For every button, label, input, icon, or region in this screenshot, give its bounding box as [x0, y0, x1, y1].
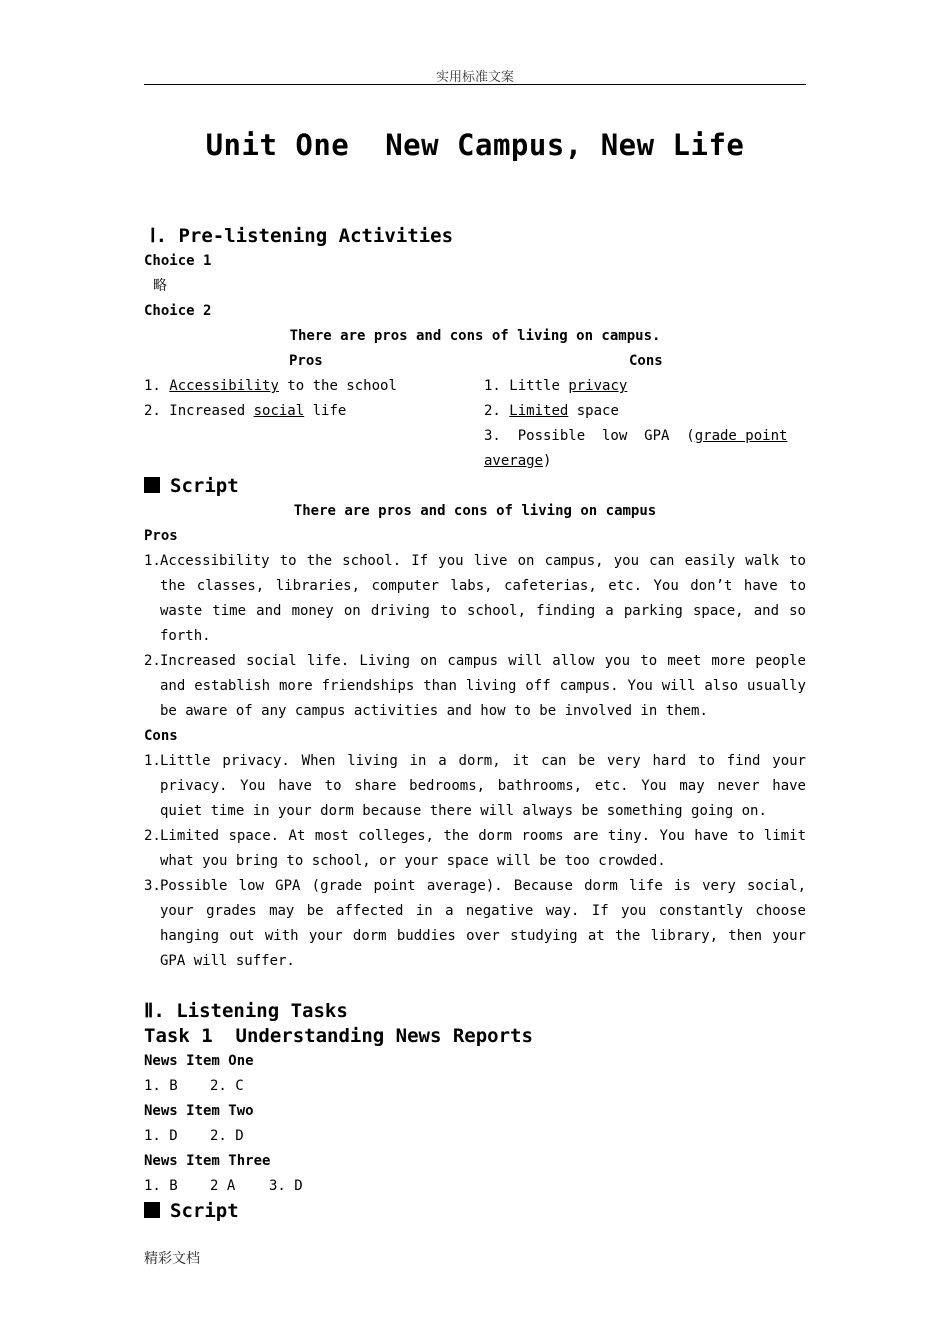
news-item-label: News Item One	[144, 1053, 254, 1069]
task-1-heading: Task 1 Understanding News Reports	[144, 1025, 533, 1047]
answer: 3. D	[269, 1178, 303, 1194]
list-number: 2.	[144, 653, 161, 669]
section-spacer	[144, 974, 806, 999]
cons-item-underlined: average	[484, 453, 544, 469]
list-text: Little privacy. When living in a dorm, it can be very hard to find your privacy. You have to share bedrooms, bathrooms, etc. You may never have quiet time in your dorm because there will always be something going on.	[160, 753, 806, 819]
choice-1-label: Choice 1	[144, 253, 212, 269]
script-cons-item	[144, 749, 806, 824]
pros-header: Pros	[289, 353, 323, 369]
pros-item	[144, 399, 484, 424]
cons-item-3-line-1	[484, 424, 806, 449]
pros-item-underlined: Accessibility	[169, 378, 279, 394]
list-number: 3.	[144, 878, 161, 894]
cons-item-number: 2.	[484, 403, 510, 419]
cons-column	[484, 349, 806, 474]
news-item-answers	[144, 1074, 806, 1099]
answer: 2. C	[210, 1078, 244, 1094]
cons-item-3-line-2	[484, 449, 806, 474]
answer: 1. B	[144, 1078, 178, 1094]
script-pros-item	[144, 549, 806, 649]
choice-2-label: Choice 2	[144, 303, 212, 319]
pros-item-text: life	[304, 403, 347, 419]
pros-cons-table-title: There are pros and cons of living on campus.	[289, 328, 661, 344]
page-footer: 精彩文档	[144, 1251, 200, 1267]
list-number: 1.	[144, 753, 161, 769]
cons-item-underlined: privacy	[568, 378, 628, 394]
pros-item-underlined: social	[253, 403, 305, 419]
cons-item-underlined: Limited	[509, 403, 569, 419]
header-rule	[144, 84, 806, 85]
document-body	[144, 224, 806, 1224]
choice-1-text: 略	[153, 278, 167, 294]
section-1-heading: Ⅰ. Pre-listening Activities	[150, 225, 454, 247]
list-text: Limited space. At most colleges, the dorm rooms are tiny. You have to limit what you bring to school, or your space will be too crowded.	[160, 828, 806, 869]
square-bullet-icon	[144, 477, 160, 493]
script-pros-label: Pros	[144, 528, 178, 544]
cons-header: Cons	[629, 353, 663, 369]
answer: 2. D	[210, 1128, 244, 1144]
document-title: Unit One New Campus, New Life	[205, 128, 745, 162]
cons-item-text: Little	[509, 378, 569, 394]
script-1-title: There are pros and cons of living on campus	[293, 503, 657, 519]
pros-item-text: Increased	[169, 403, 254, 419]
cons-item	[484, 399, 806, 424]
square-bullet-icon	[144, 1202, 160, 1218]
list-text: Increased social life. Living on campus will allow you to meet more people and establish more friendships than living off campus. You will also usually be aware of any campus activities and how to be involved in them.	[160, 653, 806, 719]
answer: 1. D	[144, 1128, 178, 1144]
list-number: 2.	[144, 828, 161, 844]
script-cons-item	[144, 874, 806, 974]
pros-item-number: 2.	[144, 403, 170, 419]
list-text: Possible low GPA (grade point average). Because dorm life is very social, your grades may be affected in a negative way. If you constantly choose hanging out with your dorm buddies over studying at the library, then your GPA will suffer.	[160, 878, 806, 969]
script-2-heading	[144, 1199, 806, 1224]
pros-item-text: to the school	[278, 378, 397, 394]
cons-item-underlined: grade point	[694, 428, 788, 444]
list-text: Accessibility to the school. If you live on campus, you can easily walk to the classes, libraries, computer labs, cafeterias, etc. You don’t have to waste time and money on driving to school, finding a parking space, and so forth.	[160, 553, 806, 644]
news-item-answers	[144, 1124, 806, 1149]
cons-item-number: 1.	[484, 378, 510, 394]
page-header: 实用标准文案	[435, 70, 514, 85]
script-cons-label: Cons	[144, 728, 178, 744]
script-cons-item	[144, 824, 806, 874]
section-2-heading: Ⅱ. Listening Tasks	[144, 1000, 348, 1022]
cons-item-text: space	[568, 403, 619, 419]
news-item-answers	[144, 1174, 806, 1199]
cons-item	[484, 374, 806, 399]
script-1-heading	[144, 474, 806, 499]
list-number: 1.	[144, 553, 161, 569]
answer: 1. B	[144, 1178, 178, 1194]
cons-item-text: 3. Possible low GPA (	[484, 428, 695, 444]
answer: 2 A	[210, 1178, 236, 1194]
pros-item-number: 1.	[144, 378, 170, 394]
news-item-label: News Item Three	[144, 1153, 271, 1169]
cons-item-text: )	[543, 453, 552, 469]
pros-item	[144, 374, 484, 399]
news-item-label: News Item Two	[144, 1103, 254, 1119]
script-2-heading-text: Script	[170, 1200, 239, 1222]
script-1-heading-text: Script	[170, 475, 239, 497]
pros-cons-table	[144, 349, 806, 474]
pros-column	[144, 349, 484, 474]
script-pros-item	[144, 649, 806, 724]
